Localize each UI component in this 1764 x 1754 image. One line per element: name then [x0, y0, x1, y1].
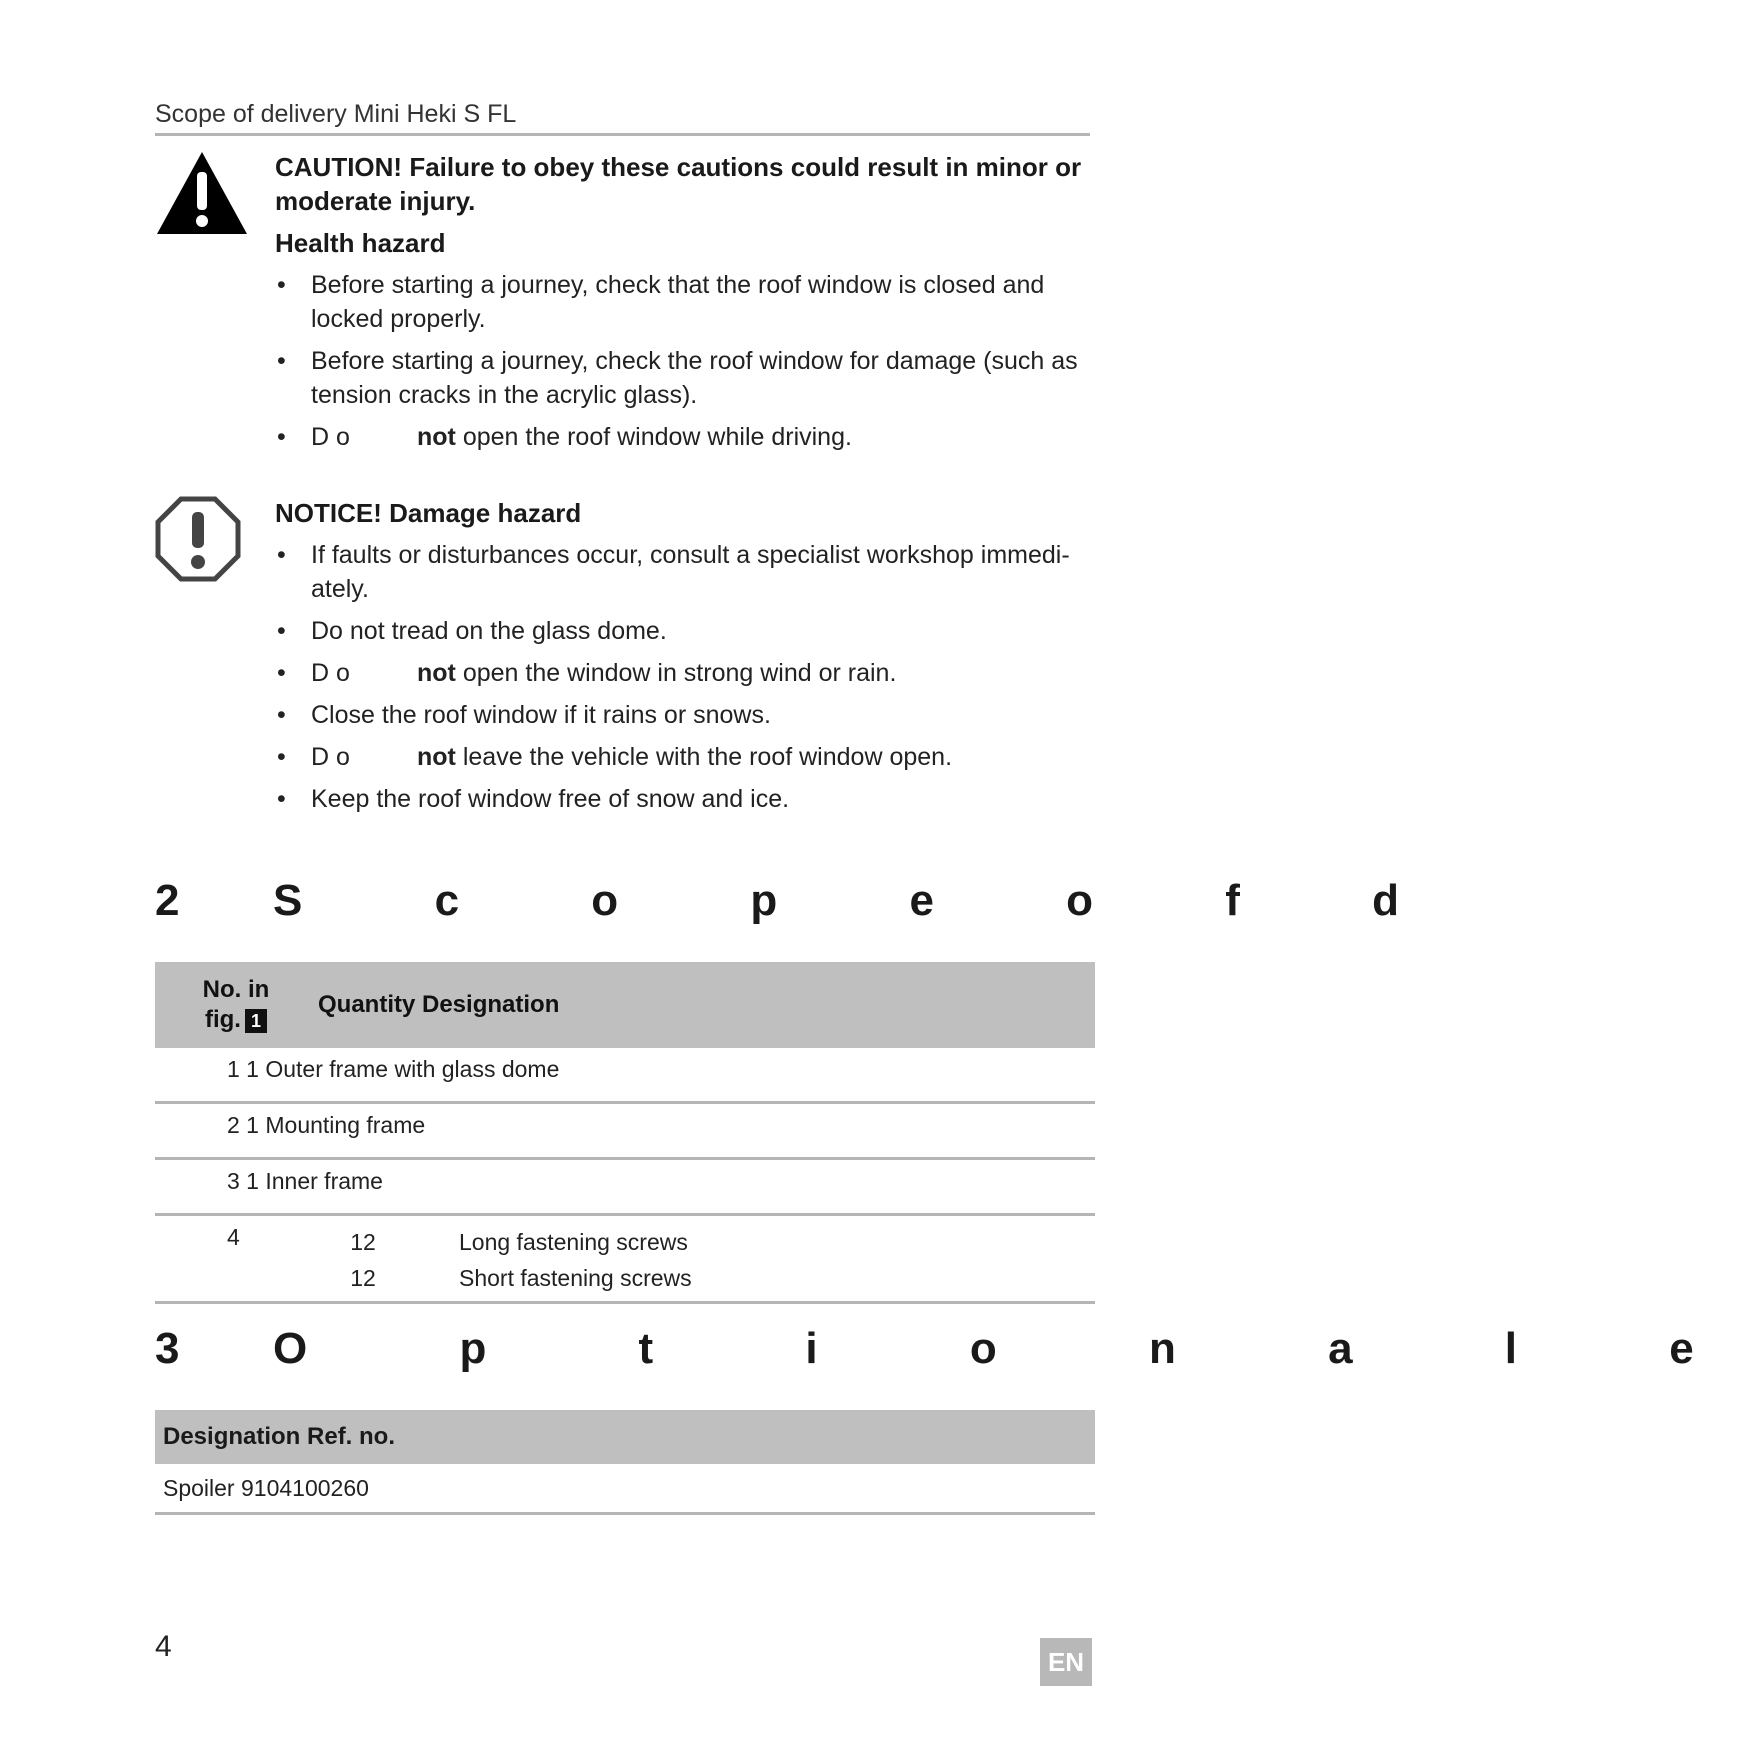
- list-item: • Keep the roof window free of snow and ice.: [277, 785, 790, 813]
- running-header: Scope of delivery Mini Heki S FL: [155, 100, 1090, 136]
- section-title: S c o p e o f d: [273, 876, 1460, 925]
- page-number: 4: [155, 1630, 172, 1663]
- list-item: • Do not tread on the glass dome.: [277, 617, 667, 645]
- section-number: 2: [155, 876, 180, 925]
- caution-list: [275, 268, 1090, 454]
- table-row: 1 1 Outer frame with glass dome: [155, 1048, 1095, 1103]
- language-badge: EN: [1040, 1638, 1092, 1686]
- notice-title: NOTICE! Damage hazard: [275, 498, 582, 528]
- figure-ref-badge: 1: [245, 1009, 267, 1033]
- header-quantity-designation: Quantity Designation: [317, 962, 1095, 1048]
- health-hazard-title: Health hazard: [275, 228, 446, 258]
- list-item: • Before starting a journey, check the roof window for damage (such as tension cracks in the acrylic glass).: [277, 347, 1078, 409]
- list-item: • D o not open the roof window while driving.: [277, 423, 852, 451]
- section-title: O p t i o n a l e: [273, 1324, 1764, 1373]
- notice-list: [275, 538, 1090, 816]
- optional-equipment-table: [155, 1410, 1095, 1515]
- table-row: 4 12 12 Long fastening screws Short fastening screws: [155, 1215, 1095, 1303]
- list-item: • Before starting a journey, check that the roof window is closed and locked properly.: [277, 271, 1045, 333]
- section-3-heading: [155, 1324, 1764, 1374]
- table-row: Spoiler 9104100260: [155, 1464, 1095, 1514]
- caution-title: CAUTION! Failure to obey these cautions could result in minor or moderate injury.: [275, 152, 1082, 216]
- table-row: 3 1 Inner frame: [155, 1159, 1095, 1215]
- list-item: • Close the roof window if it rains or snows.: [277, 701, 771, 729]
- list-item: • D o not leave the vehicle with the roof window open.: [277, 743, 953, 771]
- section-number: 3: [155, 1324, 180, 1373]
- damage-octagon-icon: [155, 496, 241, 582]
- list-item: • D o not open the window in strong wind or rain.: [277, 659, 897, 687]
- table-header-row: [155, 1410, 1095, 1464]
- section-2-heading: [155, 876, 1460, 926]
- notice-content: [275, 496, 1090, 816]
- header-no-in-fig: No. in fig. 1: [155, 962, 317, 1048]
- scope-of-delivery-table: [155, 962, 1095, 1304]
- table-header-row: [155, 962, 1095, 1048]
- header-designation-ref: Designation Ref. no.: [155, 1410, 1095, 1464]
- list-item: • If faults or disturbances occur, consult a specialist workshop immedi-ately.: [277, 541, 1070, 603]
- caution-content: [275, 150, 1090, 454]
- table-row: 2 1 Mounting frame: [155, 1103, 1095, 1159]
- warning-triangle-icon: [155, 150, 249, 236]
